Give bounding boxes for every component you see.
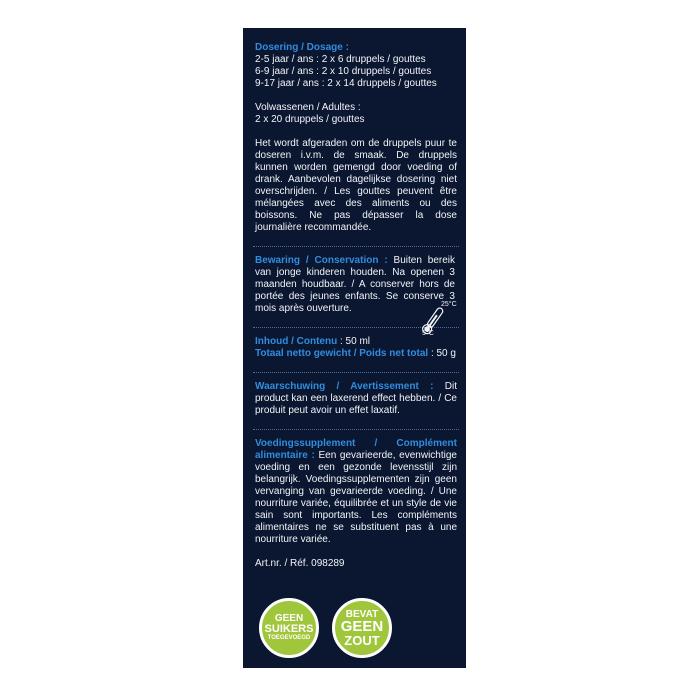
adult-dosage: [255, 102, 457, 126]
dosage-line-6-9: 6-9 jaar / ans : 2 x 10 druppels / gouttes: [255, 66, 432, 77]
storage-text: Bewaring / Conservation : Buiten bereik van jonge kinderen houden. Na openen 3 maanden houdbaar. / A conserver hors de portée des jeunes enfants. Se conserve 3 mois après ouverture.: [255, 255, 456, 314]
supplement-section: [255, 438, 457, 546]
badges: [259, 598, 394, 666]
product-label-panel: [243, 28, 466, 668]
divider: [253, 372, 459, 373]
dosage-line-9-17: 9-17 jaar / ans : 2 x 14 druppels / gouttes: [255, 78, 437, 89]
thermometer-icon: [408, 299, 460, 339]
content-label: Inhoud / Contenu: [255, 336, 338, 347]
article-number: Art.nr. / Réf. 098289: [255, 558, 345, 569]
dosage-section: [255, 42, 457, 90]
no-sugar-badge: GEEN SUIKERS TOEGEVOEGD: [259, 598, 319, 658]
supplement-heading: Voedingssupplement / Complément alimentaire :: [255, 438, 457, 461]
storage-section: [255, 255, 457, 337]
no-salt-badge: BEVAT GEEN ZOUT: [332, 598, 392, 658]
dosage-advice: Het wordt afgeraden om de druppels puur te doseren i.v.m. de smaak. De druppels kunnen worden gemengd door voeding of drank. Aanbevolen dagelijkse dosering niet overschrijden. / Les gouttes peuvent être mélangées avec des aliments ou des boissons. Ne pas dépasser la dose journalière recommandée.: [255, 138, 457, 233]
storage-heading: Bewaring / Conservation :: [255, 255, 388, 266]
content-section: [255, 336, 457, 360]
warning-heading: Waarschuwing / Avertissement :: [255, 381, 434, 392]
warning-section: [255, 381, 457, 417]
temp-low: 5°C: [422, 330, 434, 337]
content-value: : 50 ml: [339, 336, 370, 347]
warning-text: Dit product kan een laxerend effect hebben. / Ce produit peut avoir un effet laxatif.: [255, 381, 457, 416]
net-weight-label: Totaal netto gewicht / Poids net total: [255, 348, 429, 359]
divider: [253, 429, 459, 430]
net-weight-value: : 50 g: [430, 348, 456, 359]
temp-high: 25°C: [441, 301, 457, 308]
dosage-heading: Dosering / Dosage :: [255, 42, 349, 53]
adult-label: Volwassenen / Adultes :: [255, 102, 361, 113]
adult-line: 2 x 20 druppels / gouttes: [255, 114, 365, 125]
divider: [253, 246, 459, 247]
supplement-text: Een gevarieerde, evenwichtige voeding en een gezonde levensstijl zijn belangrijk. Voedingssupplementen zijn geen vervanging van gevarieerde voeding. / Une nourriture variée, équilibrée et un style de vie sain sont importants. Les compléments alimentaires ne se substituent pas à une nourriture variée.: [255, 450, 457, 545]
dosage-line-2-5: 2-5 jaar / ans : 2 x 6 druppels / gouttes: [255, 54, 426, 65]
